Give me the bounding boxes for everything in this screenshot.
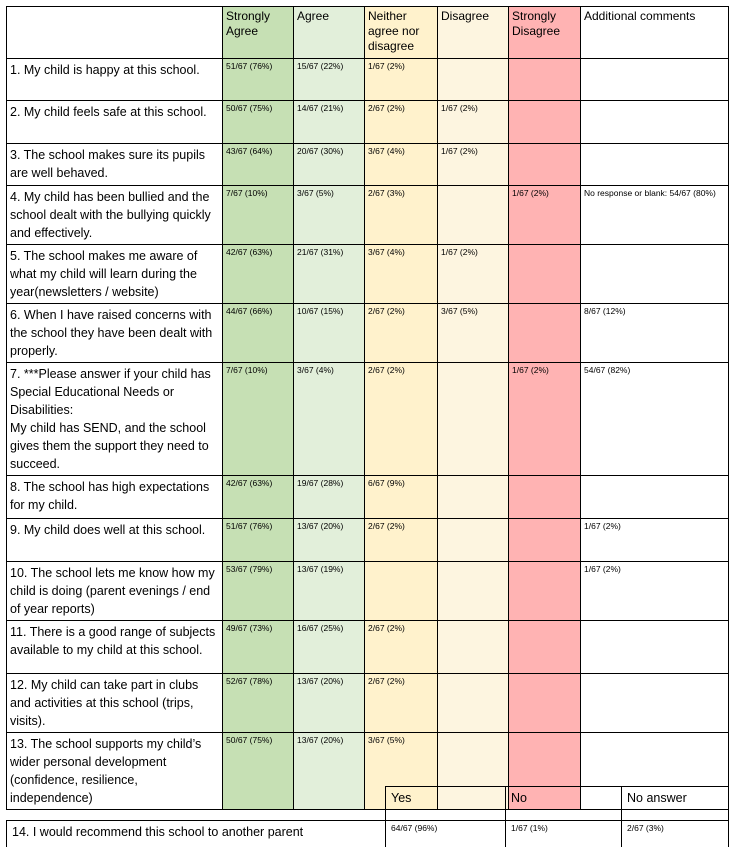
cell-neither: 2/67 (2%) [365,674,438,733]
recommend-header-no-answer: No answer [622,787,729,821]
table-row [7,245,729,304]
cell-neither: 2/67 (2%) [365,519,438,562]
question-cell: 5. The school makes me aware of what my child will learn during the year(newsletters / website) [7,245,223,304]
cell-strongly-agree: 52/67 (78%) [223,674,294,733]
cell-neither: 3/67 (5%) [365,733,438,810]
table-row [7,101,729,144]
cell-disagree [438,674,509,733]
cell-strongly-agree: 44/67 (66%) [223,304,294,363]
header-row [7,7,729,59]
cell-disagree [438,519,509,562]
cell-neither: 3/67 (4%) [365,245,438,304]
cell-disagree: 1/67 (2%) [438,101,509,144]
question-cell: 11. There is a good range of subjects available to my child at this school. [7,621,223,674]
recommend-header-no: No [506,787,622,821]
cell-strongly-disagree [509,562,581,621]
cell-agree: 13/67 (20%) [294,674,365,733]
cell-strongly-disagree [509,304,581,363]
cell-agree: 10/67 (15%) [294,304,365,363]
cell-strongly-disagree [509,674,581,733]
table-row [7,519,729,562]
question-cell: 10. The school lets me know how my child is doing (parent evenings / end of year reports) [7,562,223,621]
cell-strongly-agree: 50/67 (75%) [223,733,294,810]
header-neither: Neither agree nor disagree [365,7,438,59]
recommend-header-row [7,787,729,821]
table-row [7,144,729,186]
recommend-spacer [7,787,386,821]
cell-disagree: 3/67 (5%) [438,304,509,363]
table-row [7,476,729,519]
cell-strongly-disagree [509,621,581,674]
header-question [7,7,223,59]
cell-disagree [438,621,509,674]
cell-comments: 8/67 (12%) [581,304,729,363]
cell-comments: 54/67 (82%) [581,363,729,476]
cell-strongly-agree: 51/67 (76%) [223,59,294,101]
recommend-row [7,821,729,847]
recommend-yes-value: 64/67 (96%) [386,821,506,847]
question-cell: 3. The school makes sure its pupils are well behaved. [7,144,223,186]
question-cell: 9. My child does well at this school. [7,519,223,562]
header-disagree: Disagree [438,7,509,59]
cell-disagree: 1/67 (2%) [438,245,509,304]
cell-comments [581,621,729,674]
question-cell: 13. The school supports my child’s wider personal development (confidence, resilience, independence) [7,733,223,810]
cell-comments [581,674,729,733]
cell-agree: 14/67 (21%) [294,101,365,144]
question-cell: 12. My child can take part in clubs and activities at this school (trips, visits). [7,674,223,733]
cell-agree: 15/67 (22%) [294,59,365,101]
question-cell: 2. My child feels safe at this school. [7,101,223,144]
recommend-no-answer-value: 2/67 (3%) [622,821,729,847]
cell-strongly-agree: 7/67 (10%) [223,186,294,245]
cell-neither: 2/67 (2%) [365,363,438,476]
cell-strongly-disagree [509,59,581,101]
question-cell: 6. When I have raised concerns with the school they have been dealt with properly. [7,304,223,363]
table-row [7,186,729,245]
question-cell: 4. My child has been bullied and the school dealt with the bullying quickly and effectively. [7,186,223,245]
question-cell: 7. ***Please answer if your child has Special Educational Needs or Disabilities: My child has SEND, and the school gives them the support they need to succeed. [7,363,223,476]
cell-strongly-agree: 42/67 (63%) [223,245,294,304]
cell-comments [581,245,729,304]
cell-strongly-agree: 50/67 (75%) [223,101,294,144]
cell-disagree [438,59,509,101]
cell-agree: 13/67 (20%) [294,733,365,810]
table-row [7,304,729,363]
cell-strongly-disagree: 1/67 (2%) [509,363,581,476]
recommend-question: 14. I would recommend this school to another parent [7,821,386,847]
cell-strongly-agree: 51/67 (76%) [223,519,294,562]
cell-comments [581,101,729,144]
cell-strongly-agree: 7/67 (10%) [223,363,294,476]
cell-disagree [438,186,509,245]
table-row [7,621,729,674]
header-comments: Additional comments [581,7,729,59]
cell-neither [365,562,438,621]
header-strongly-disagree: Strongly Disagree [509,7,581,59]
cell-agree: 13/67 (20%) [294,519,365,562]
cell-disagree [438,476,509,519]
cell-comments: 1/67 (2%) [581,562,729,621]
cell-comments: 1/67 (2%) [581,519,729,562]
table-row [7,363,729,476]
cell-agree: 16/67 (25%) [294,621,365,674]
cell-neither: 6/67 (9%) [365,476,438,519]
cell-strongly-agree: 43/67 (64%) [223,144,294,186]
question-cell: 1. My child is happy at this school. [7,59,223,101]
recommend-no-value: 1/67 (1%) [506,821,622,847]
cell-disagree: 1/67 (2%) [438,144,509,186]
cell-agree: 19/67 (28%) [294,476,365,519]
cell-strongly-disagree [509,101,581,144]
cell-comments [581,476,729,519]
cell-comments [581,59,729,101]
cell-agree: 13/67 (19%) [294,562,365,621]
cell-comments: No response or blank: 54/67 (80%) [581,186,729,245]
cell-strongly-disagree [509,476,581,519]
table-row [7,674,729,733]
cell-agree: 21/67 (31%) [294,245,365,304]
cell-neither: 2/67 (3%) [365,186,438,245]
cell-disagree [438,363,509,476]
recommend-table [6,786,729,847]
cell-strongly-agree: 53/67 (79%) [223,562,294,621]
table-row [7,562,729,621]
cell-neither: 2/67 (2%) [365,101,438,144]
cell-agree: 20/67 (30%) [294,144,365,186]
cell-agree: 3/67 (4%) [294,363,365,476]
cell-neither: 2/67 (2%) [365,621,438,674]
cell-neither: 1/67 (2%) [365,59,438,101]
cell-strongly-agree: 42/67 (63%) [223,476,294,519]
header-strongly-agree: Strongly Agree [223,7,294,59]
recommend-header-yes: Yes [386,787,506,821]
cell-neither: 2/67 (2%) [365,304,438,363]
table-row [7,59,729,101]
cell-comments [581,144,729,186]
header-agree: Agree [294,7,365,59]
cell-strongly-agree: 49/67 (73%) [223,621,294,674]
question-cell: 8. The school has high expectations for my child. [7,476,223,519]
cell-strongly-disagree: 1/67 (2%) [509,186,581,245]
cell-neither: 3/67 (4%) [365,144,438,186]
cell-strongly-disagree [509,245,581,304]
survey-results-table [6,6,729,810]
cell-disagree [438,562,509,621]
cell-agree: 3/67 (5%) [294,186,365,245]
cell-strongly-disagree [509,144,581,186]
cell-strongly-disagree [509,519,581,562]
